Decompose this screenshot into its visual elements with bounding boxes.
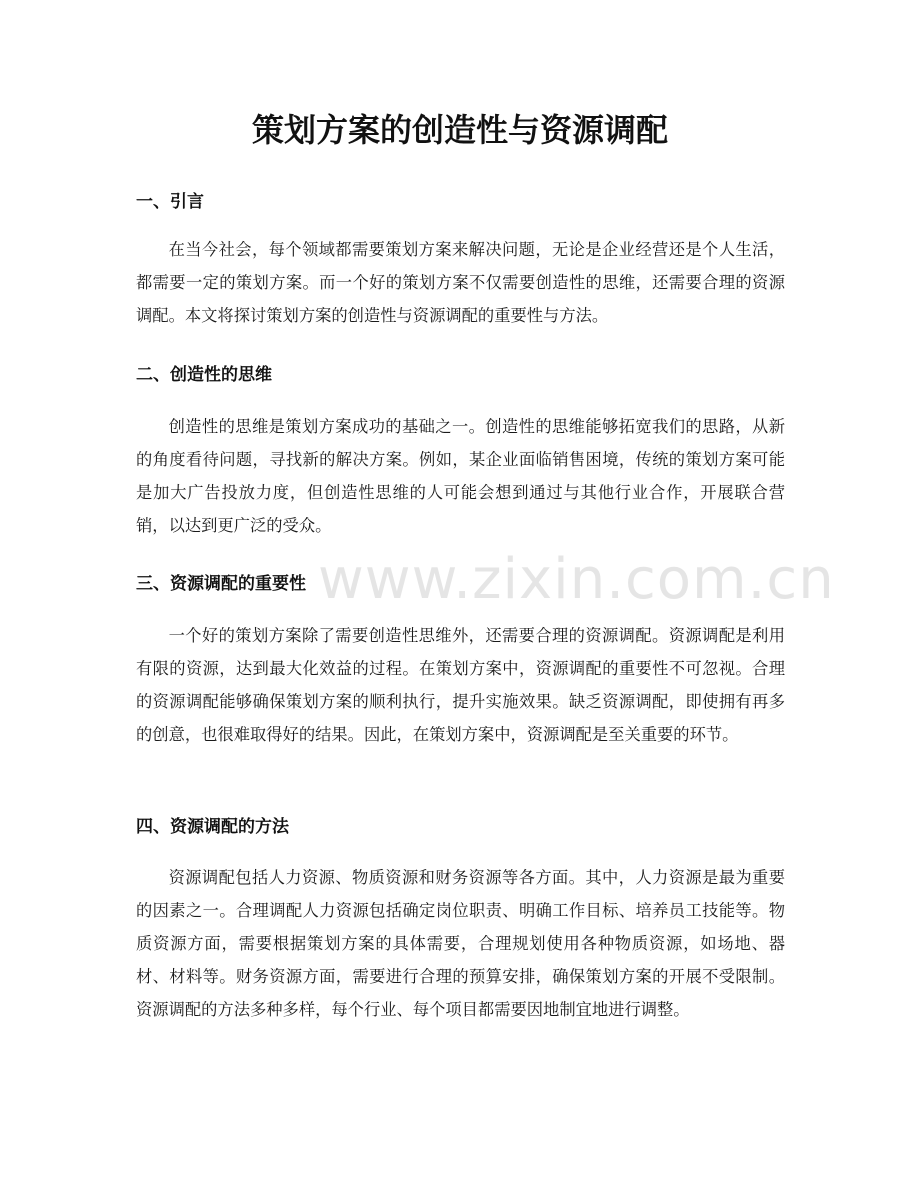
section-paragraph-resource-importance: 一个好的策划方案除了需要创造性思维外，还需要合理的资源调配。资源调配是利用有限的资源，达到最大化效益的过程。在策划方案中，资源调配的重要性不可忽视。合理的资源调配能够确保策划方案的顺利执行，提升实施效果。缺乏资源调配，即使拥有再多的创意，也很难取得好的结果。因此，在策划方案中，资源调配是至关重要的环节。 xyxy=(136,626,785,744)
section-heading-creative-thinking: 二、创造性的思维 xyxy=(136,365,272,385)
section-heading-resource-methods: 四、资源调配的方法 xyxy=(136,817,289,837)
document-title: 策划方案的创造性与资源调配 xyxy=(251,111,668,149)
section-heading-resource-importance: 三、资源调配的重要性 xyxy=(136,574,306,594)
section-heading-introduction: 一、引言 xyxy=(136,192,204,212)
section-paragraph-introduction: 在当今社会，每个领域都需要策划方案来解决问题，无论是企业经营还是个人生活，都需要一定的策划方案。而一个好的策划方案不仅需要创造性的思维，还需要合理的资源调配。本文将探讨策划方案的创造性与资源调配的重要性与方法。 xyxy=(136,240,785,325)
section-paragraph-creative-thinking: 创造性的思维是策划方案成功的基础之一。创造性的思维能够拓宽我们的思路，从新的角度看待问题，寻找新的解决方案。例如，某企业面临销售困境，传统的策划方案可能是加大广告投放力度，但创造性思维的人可能会想到通过与其他行业合作，开展联合营销，以达到更广泛的受众。 xyxy=(136,417,785,535)
section-paragraph-resource-methods: 资源调配包括人力资源、物质资源和财务资源等各方面。其中，人力资源是最为重要的因素之一。合理调配人力资源包括确定岗位职责、明确工作目标、培养员工技能等。物质资源方面，需要根据策划方案的具体需要，合理规划使用各种物质资源，如场地、器材、材料等。财务资源方面，需要进行合理的预算安排，确保策划方案的开展不受限制。资源调配的方法多种多样，每个行业、每个项目都需要因地制宜地进行调整。 xyxy=(136,868,785,1019)
watermark: www.zixin.com.cn xyxy=(318,547,835,612)
